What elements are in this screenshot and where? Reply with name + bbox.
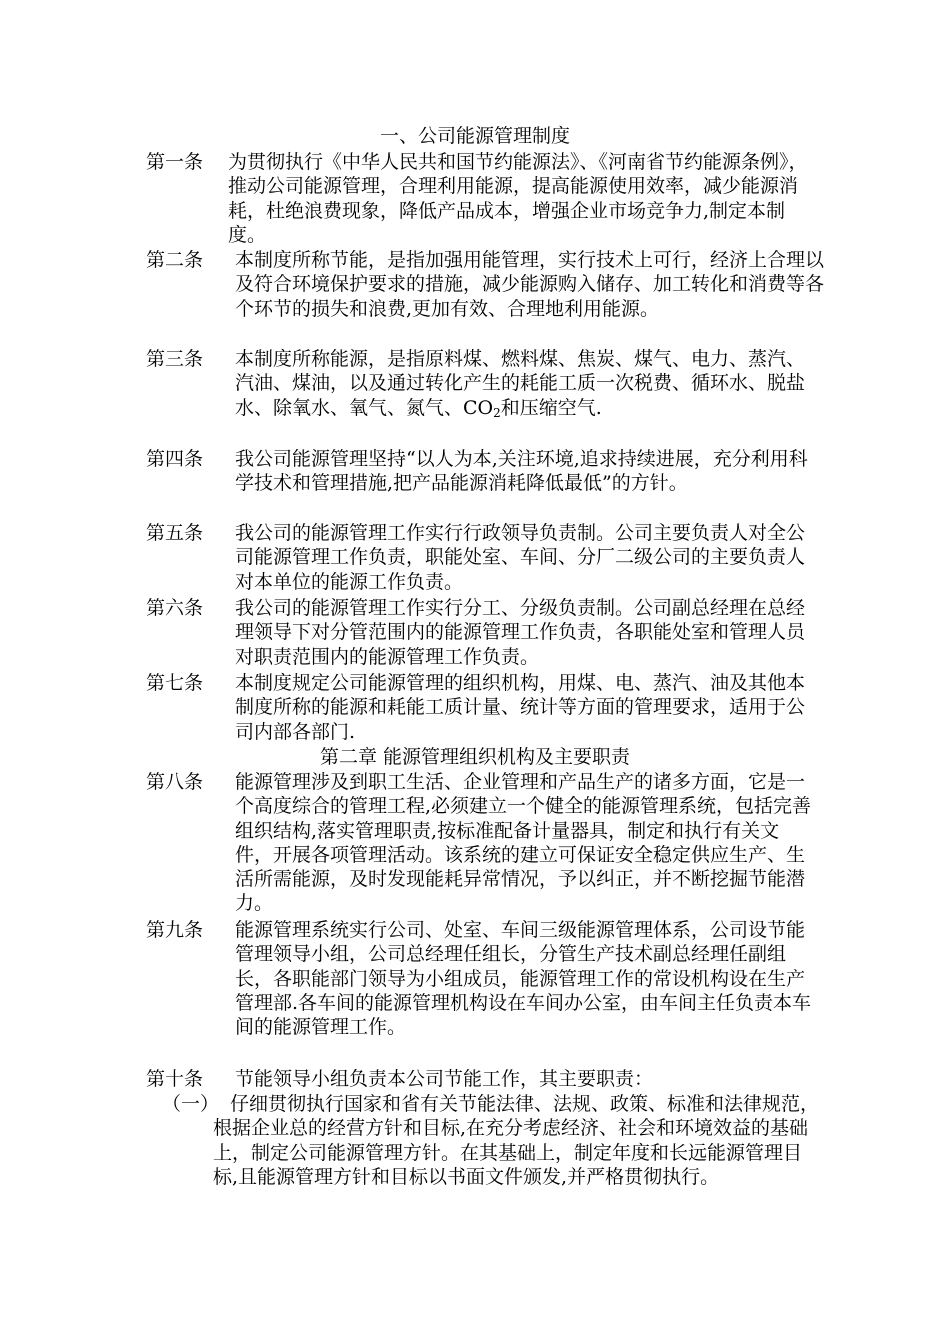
article-label: 第五条 xyxy=(146,522,204,544)
article-2 xyxy=(146,248,826,321)
subscript: 2 xyxy=(493,405,501,420)
article-8 xyxy=(146,770,826,916)
article-label: 第三条 xyxy=(146,348,204,370)
article-label: 第六条 xyxy=(146,597,204,619)
article-text: 为贯彻执行《中华人民共和国节约能源法》、《河南省节约能源条例》，推动公司能源管理，合理利用能源，提高能源使用效率，减少能源消耗，杜绝浪费现象，降低产品成本，增强企业市场竞争力,制定本制度。 xyxy=(228,151,808,246)
article-text: 本制度所称节能，是指加强用能管理，实行技术上可行，经济上合理以及符合环境保护要求的措施，减少能源购入储存、加工转化和消费等各个环节的损失和浪费,更加有效、合理地利用能源。 xyxy=(235,249,825,320)
article-5 xyxy=(146,521,826,594)
article-text-tail: 和压缩空气. xyxy=(500,396,602,419)
list-item xyxy=(146,1092,826,1189)
article-4 xyxy=(146,447,826,496)
article-6 xyxy=(146,596,826,669)
chapter-heading: 第二章 能源管理组织机构及主要职责 xyxy=(319,746,631,768)
article-10 xyxy=(146,1067,826,1091)
article-text: 能源管理系统实行公司、处室、车间三级能源管理体系，公司设节能管理领导小组，公司总经理任组长，分管生产技术副总经理任副组长，各职能部门领导为小组成员，能源管理工作的常设机构设在生产管理部.各车间的能源管理机构设在车间办公室，由车间主任负责本车间的能源管理工作。 xyxy=(235,919,812,1039)
article-9 xyxy=(146,918,826,1039)
article-label: 第二条 xyxy=(146,249,204,271)
article-text: 节能领导小组负责本公司节能工作，其主要职责： xyxy=(235,1068,654,1090)
article-label: 第八条 xyxy=(146,771,204,793)
document-heading: 一、公司能源管理制度 xyxy=(379,125,570,147)
article-text xyxy=(235,347,815,420)
article-7 xyxy=(146,671,826,744)
item-label: （一） xyxy=(162,1093,220,1115)
article-label: 第九条 xyxy=(146,919,204,941)
article-label: 第一条 xyxy=(146,151,204,173)
item-text: 仔细贯彻执行国家和省有关节能法律、法规、政策、标准和法律规范，根据企业总的经营方针和目标,在充分考虑经济、社会和环境效益的基础上，制定公司能源管理方针。在其基础上，制定年度和长远能源管理目标,且能源管理方针和目标以书面文件颁发,并严格贯彻执行。 xyxy=(213,1093,820,1188)
article-1 xyxy=(146,150,826,247)
article-label: 第七条 xyxy=(146,672,204,694)
article-text: 能源管理涉及到职工生活、企业管理和产品生产的诸多方面，它是一个高度综合的管理工程,必须建立一个健全的能源管理系统，包括完善组织结构,落实管理职责,按标准配备计量器具，制定和执行有关文件，开展各项管理活动。该系统的建立可保证安全稳定供应生产、生活所需能源，及时发现能耗异常情况，予以纠正，并不断挖掘节能潜力。 xyxy=(235,771,812,915)
article-text: 本制度规定公司能源管理的组织机构，用煤、电、蒸汽、油及其他本制度所称的能源和耗能工质计量、统计等方面的管理要求，适用于公司内部各部门. xyxy=(235,672,806,743)
article-label: 第十条 xyxy=(146,1068,204,1090)
article-text-main: 本制度所称能源，是指原料煤、燃料煤、焦炭、煤气、电力、蒸汽、汽油、煤油，以及通过转化产生的耗能工质一次税费、循环水、脱盐水、除氧水、氧气、氮气、CO xyxy=(235,348,806,419)
article-text: 我公司的能源管理工作实行行政领导负责制。公司主要负责人对全公司能源管理工作负责，职能处室、车间、分厂二级公司的主要负责人对本单位的能源工作负责。 xyxy=(235,522,806,593)
article-label: 第四条 xyxy=(146,448,204,470)
article-text: 我公司能源管理坚持“以人为本,关注环境,追求持续进展，充分利用科学技术和管理措施,把产品能源消耗降低最低”的方针。 xyxy=(235,448,808,495)
article-text: 我公司的能源管理工作实行分工、分级负责制。公司副总经理在总经理领导下对分管范围内的能源管理工作负责，各职能处室和管理人员对职责范围内的能源管理工作负责。 xyxy=(235,597,806,668)
article-3 xyxy=(146,347,826,420)
